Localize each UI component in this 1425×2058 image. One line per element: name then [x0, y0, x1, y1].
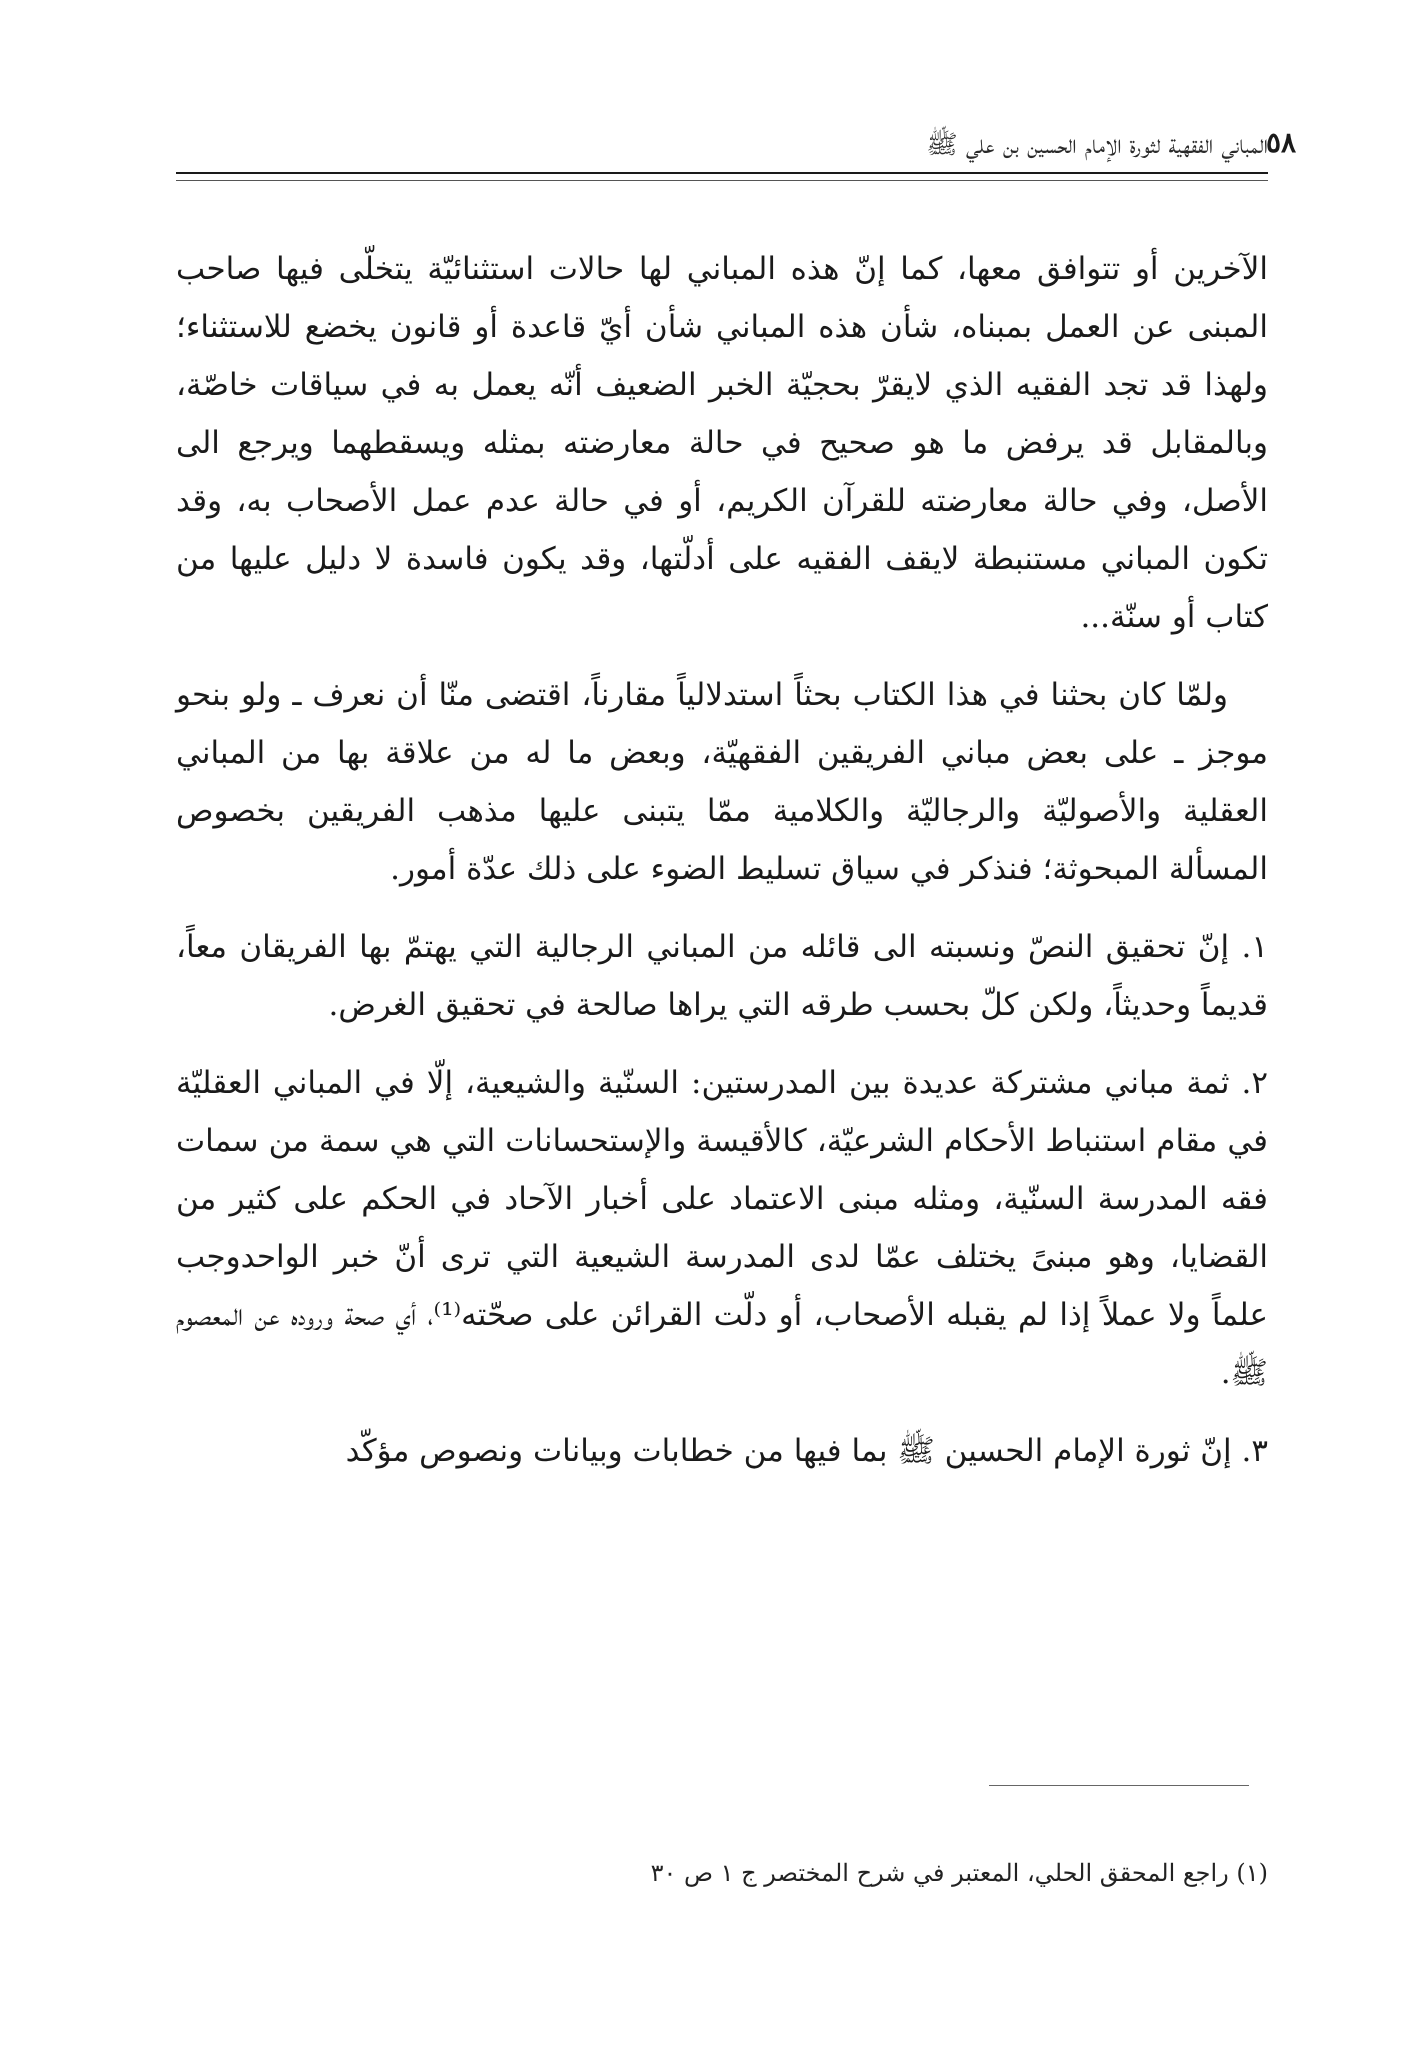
numbered-paragraph: ٣. إنّ ثورة الإمام الحسين ﷺ بما فيها من خطابات وبيانات ونصوص مؤكّد	[345, 1433, 1268, 1469]
numbered-paragraph: ٢. ثمة مباني مشتركة عديدة بين المدرستين: السنّية والشيعية، إلّا في المباني العقليّة في مقام استنباط الأحكام الشرعيّة، كالأقيسة والإستحسانات التي هي سمة من سمات فقه المدرسة السنّية، ومثله مبنى الاعتماد على أخبار الآحاد في الحكم على كثير من القضايا، وهو مبنىً يختلف عمّا لدى المدرسة الشيعية التي ترى أنّ خبر الواحدوجب علماً ولا عملاً إذا لم يقبله الأصحاب، أو دلّت القرائن على صحّته⁽¹⁾، أي صحة وروده عن المعصوم ﷺ.	[176, 1065, 1269, 1391]
footnote-rule	[989, 1785, 1249, 1786]
running-header	[176, 118, 1297, 178]
footnote: (١) راجع المحقق الحلي، المعتبر في شرح المختصر ج ١ ص ٣٠	[650, 1859, 1268, 1887]
header-rule-thin	[176, 180, 1268, 181]
header-rule	[176, 172, 1268, 174]
numbered-paragraph: ١. إنّ تحقيق النصّ ونسبته الى قائله من المباني الرجالية التي يهتمّ بها الفريقان معاً، قديماً وحديثاً، ولكن كلّ بحسب طرقه التي يراها صالحة في تحقيق الغرض.	[176, 929, 1268, 1023]
body-text	[176, 240, 1268, 1500]
paragraph: الآخرين أو تتوافق معها، كما إنّ هذه المباني لها حالات استثنائيّة يتخلّى فيها صاحب المبنى عن العمل بمبناه، شأن هذه المباني شأن أيّ قاعدة أو قانون يخضع للاستثناء؛ ولهذا قد تجد الفقيه الذي لايقرّ بحجيّة الخبر الضعيف أنّه يعمل به في سياقات خاصّة، وبالمقابل قد يرفض ما هو صحيح في حالة معارضته بمثله ويسقطهما ويرجع الى الأصل، وفي حالة معارضته للقرآن الكريم، أو في حالة عدم عمل الأصحاب به، وقد تكون المباني مستنبطة لايقف الفقيه على أدلّتها، وقد يكون فاسدة لا دليل عليها من كتاب أو سنّة...	[176, 251, 1268, 635]
page-number: ٥٨	[1266, 126, 1297, 159]
paragraph: ولمّا كان بحثنا في هذا الكتاب بحثاً استدلالياً مقارناً، اقتضى منّا أن نعرف ـ ولو بنحو موجز ـ على بعض مباني الفريقين الفقهيّة، وبعض ما له من علاقة بها من المباني العقلية والأصوليّة والرجاليّة والكلامية ممّا يتبنى عليها مذهب الفريقين بخصوص المسألة المبحوثة؛ فنذكر في سياق تسليط الضوء على ذلك عدّة أمور.	[176, 677, 1268, 887]
header-title: المباني الفقهية لثورة الإمام الحسين بن علي ﷺ	[926, 130, 1268, 160]
